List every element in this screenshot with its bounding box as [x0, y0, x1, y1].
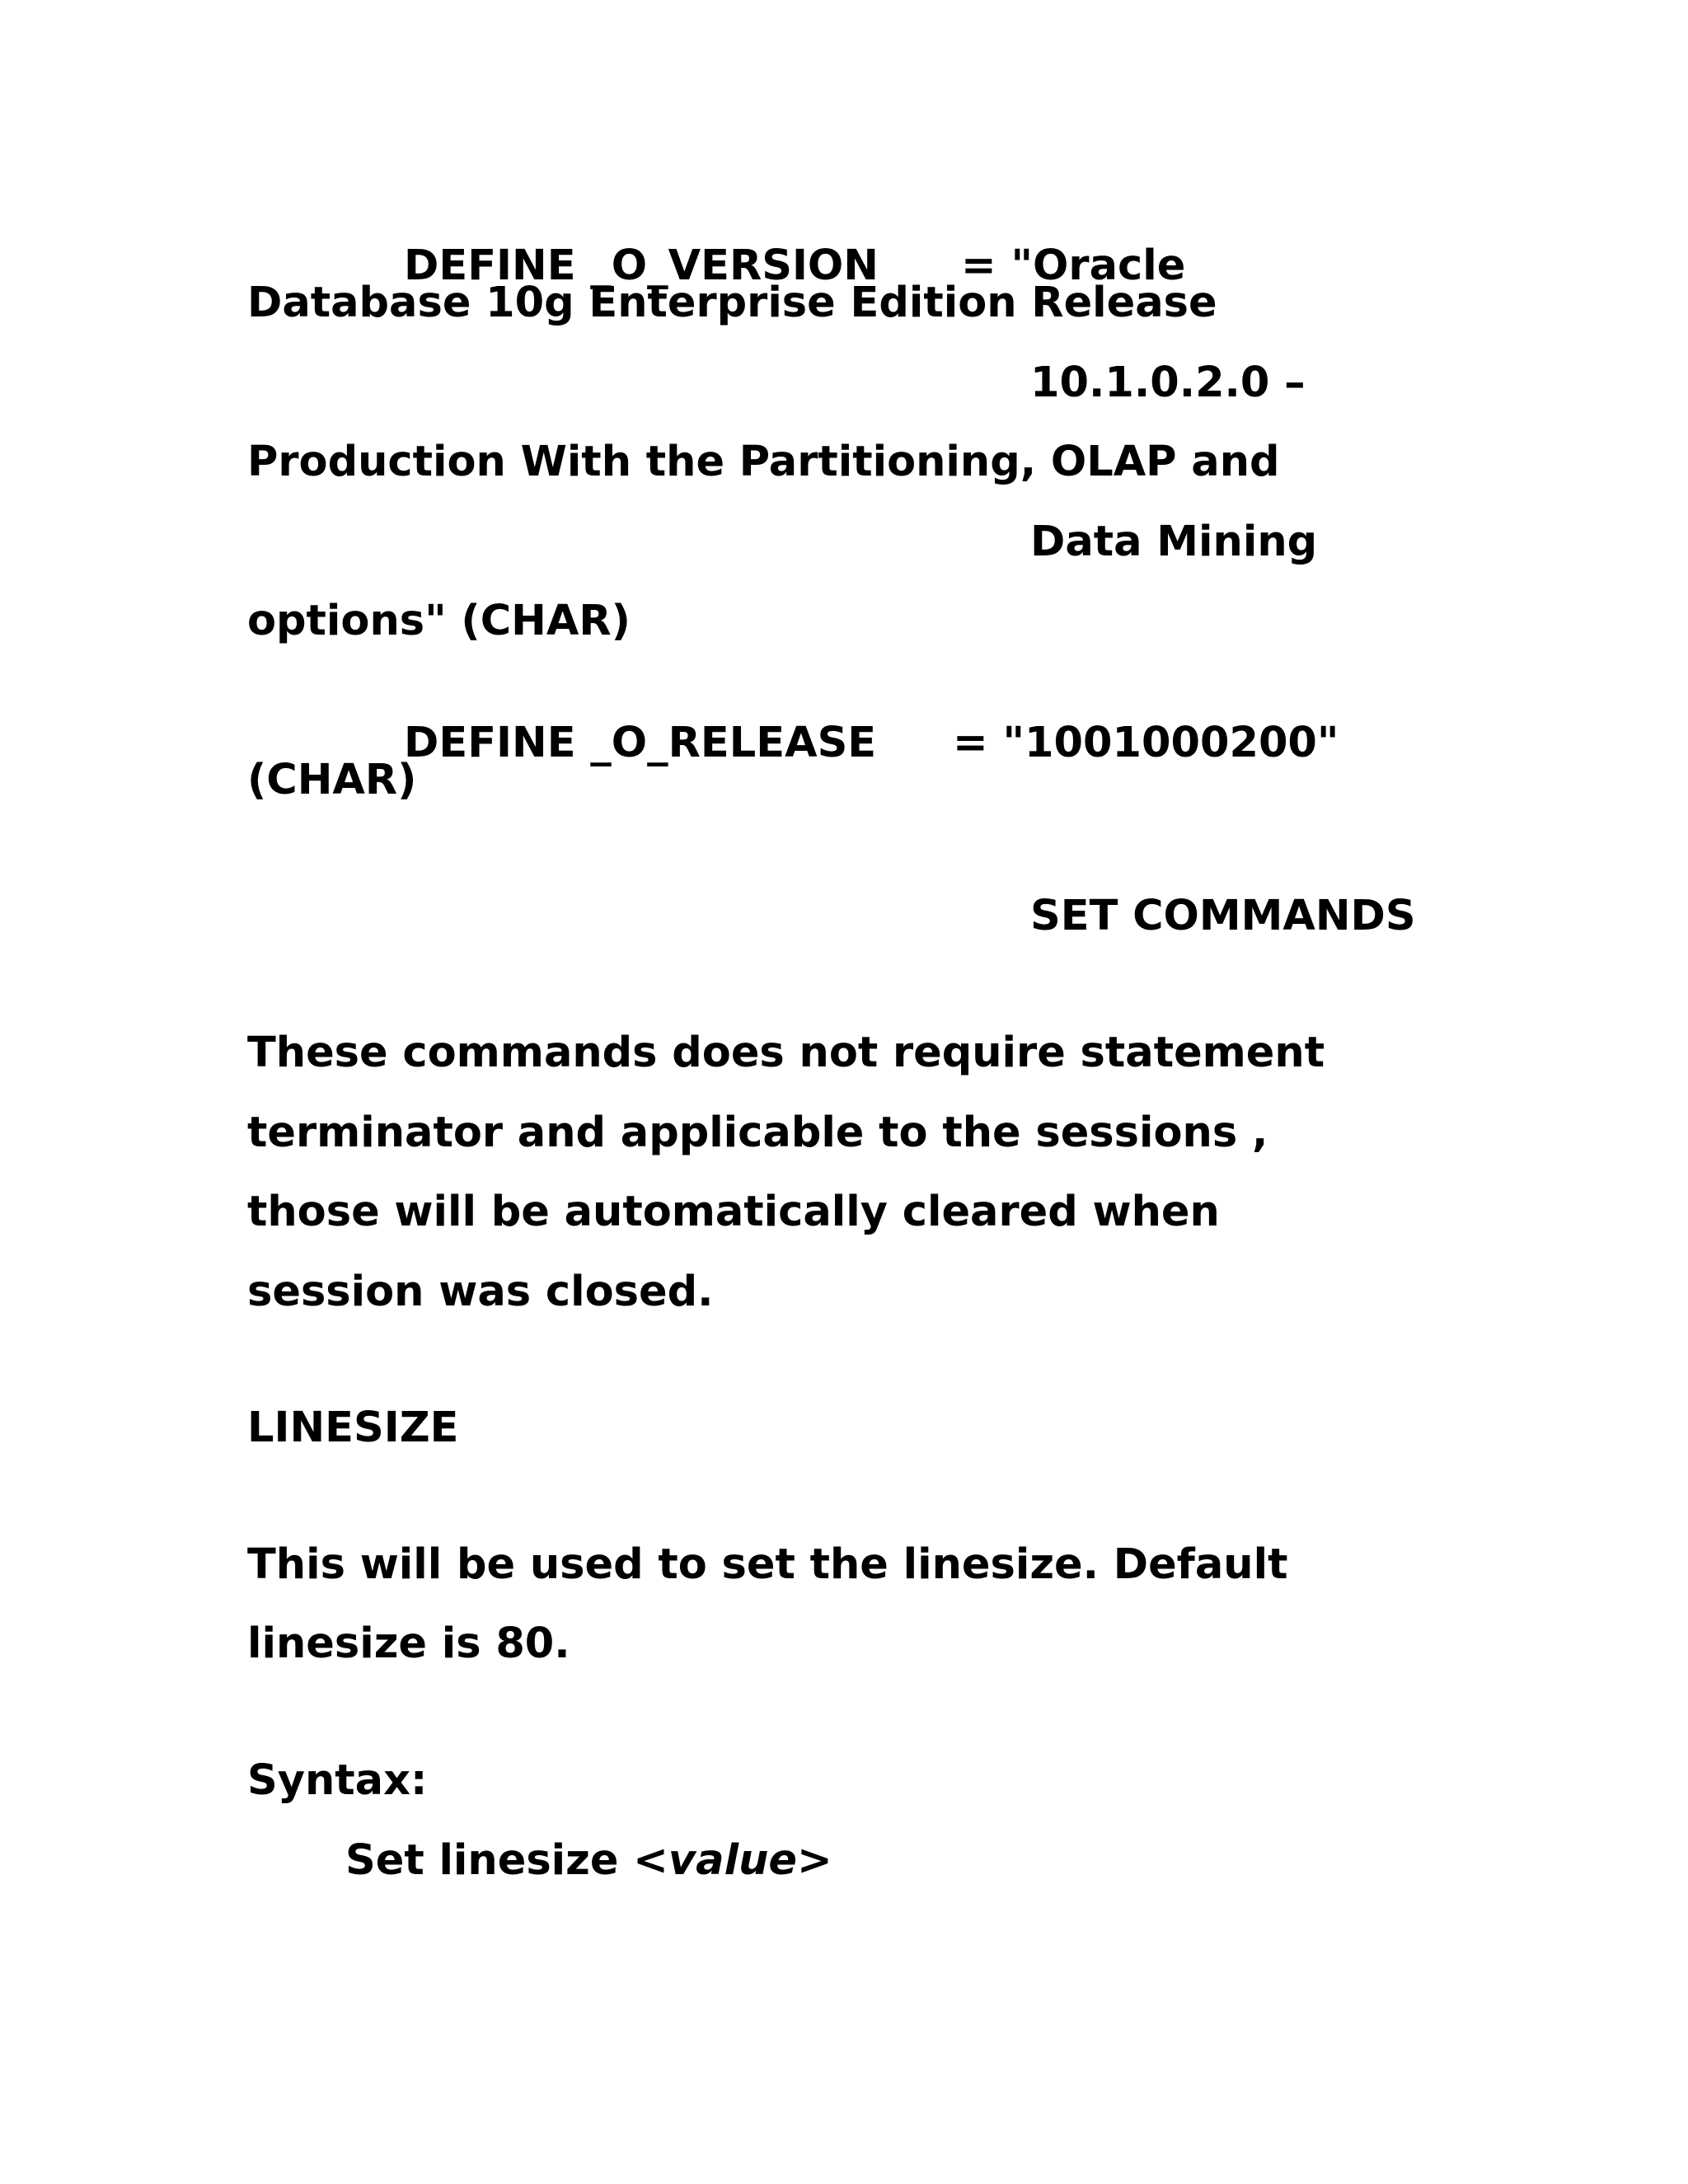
release-text-line-2: (CHAR) [247, 756, 417, 804]
syntax-line [345, 1836, 832, 1885]
define-release-value: = "1001000200" [953, 719, 1339, 767]
define-version-value-start: = "Oracle [961, 241, 1186, 290]
set-commands-para-line-1: These commands does not require statement [247, 1029, 1325, 1077]
set-commands-para-line-3: those will be automatically cleared when [247, 1188, 1220, 1236]
set-commands-para-line-4: session was closed. [247, 1268, 714, 1316]
linesize-desc-line-1: This will be used to set the linesize. Default [247, 1540, 1288, 1589]
syntax-label: Syntax: [247, 1756, 428, 1805]
define-release-label: DEFINE _O_RELEASE [404, 719, 877, 767]
linesize-desc-line-2: linesize is 80. [247, 1619, 570, 1668]
syntax-value-placeholder: value [668, 1836, 797, 1885]
version-text-line-6: options" (CHAR) [247, 597, 631, 645]
set-commands-para-line-2: terminator and applicable to the sessions , [247, 1108, 1268, 1157]
syntax-suffix: > [796, 1836, 832, 1885]
define-release-line [345, 680, 1339, 806]
define-version-label: DEFINE _O_VERSION [404, 241, 879, 290]
version-text-line-3: 10.1.0.2.0 – [1030, 359, 1306, 407]
version-text-line-5: Data Mining [1030, 518, 1318, 566]
version-text-line-4: Production With the Partitioning, OLAP and [247, 438, 1280, 486]
linesize-heading: LINESIZE [247, 1404, 459, 1452]
set-commands-heading: SET COMMANDS [1030, 892, 1416, 940]
version-text-line-2: Database 10g Enterprise Edition Release [247, 279, 1217, 327]
syntax-prefix: Set linesize < [345, 1836, 668, 1885]
